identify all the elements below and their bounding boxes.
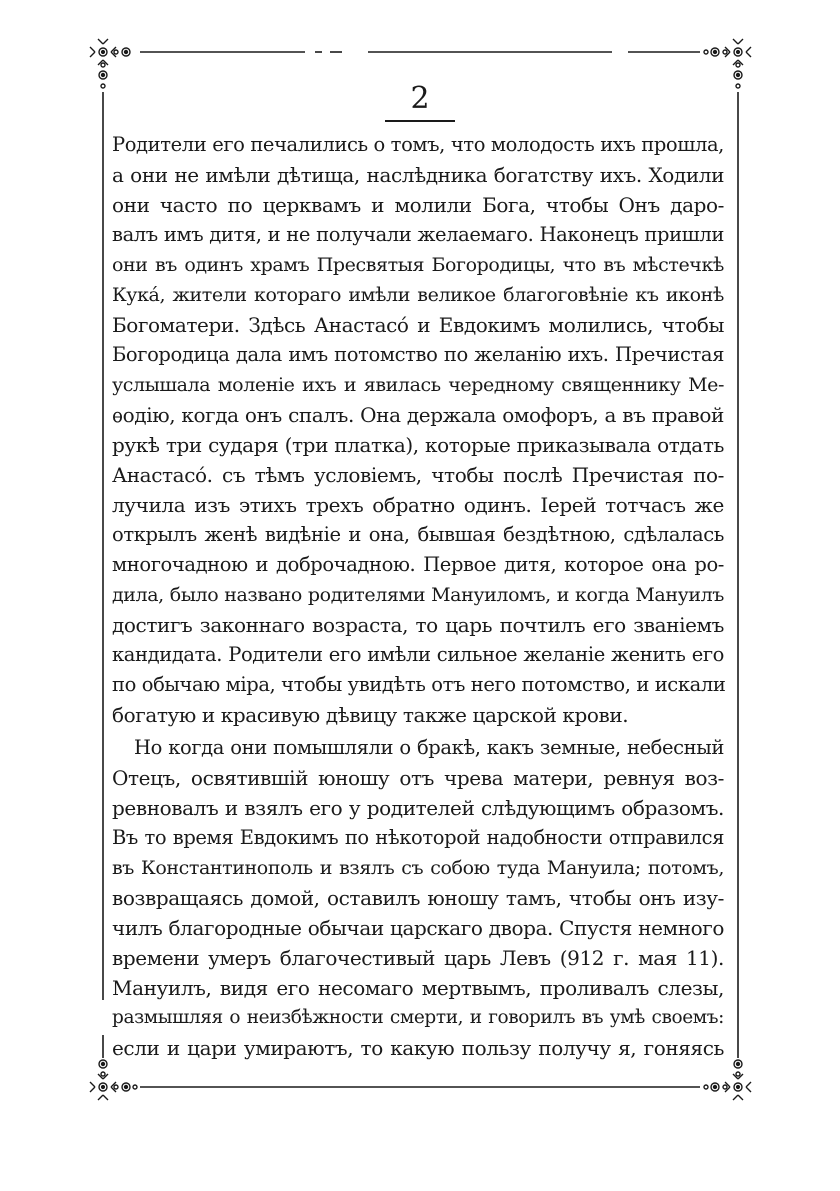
text-line: богатую и красивую дѣвицу также царской крови. — [112, 703, 629, 727]
text-line: рукѣ три сударя (три платка), которые приказывала отдать — [112, 433, 724, 457]
text-line: Въ то время Евдокимъ по нѣкоторой надобности отправился — [112, 826, 724, 849]
text-line: они въ одинъ храмъ Пресвятыя Богородицы, что въ мѣстечкѣ — [112, 254, 724, 276]
text-line: въ Константинополь и взялъ съ собою туда Мануила; потомъ, — [112, 857, 724, 879]
text-line: размышляя о неизбѣжности смерти, и говорилъ въ умѣ своемъ: — [112, 1007, 724, 1028]
page-number-rule — [385, 120, 455, 122]
text-line: ревновалъ и взялъ его у родителей слѣдующимъ образомъ. — [112, 796, 724, 820]
text-line: валъ имъ дитя, и не получали желаемаго. Наконецъ пришли — [112, 223, 724, 246]
text-line: по обычаю міра, чтобы увидѣть отъ него потомство, и искали — [112, 673, 726, 696]
text-line: они часто по церквамъ и молили Бога, чтобы Онъ даро- — [112, 193, 724, 217]
text-line: возвращаясь домой, оставилъ юношу тамъ, чтобы онъ изу- — [112, 886, 724, 910]
text-line: Мануилъ, видя его несомаго мертвымъ, проливалъ слезы, — [112, 976, 724, 1000]
text-line: ѳодію, когда онъ спалъ. Она держала омофоръ, а въ правой — [112, 403, 724, 427]
text-line: кандидата. Родители его имѣли сильное желаніе женить его — [112, 643, 724, 666]
corner-ornament-top-left — [90, 39, 130, 88]
text-line: времени умеръ благочестивый царь Левъ (912 г. мая 11). — [112, 946, 724, 970]
text-line: Анастасо́. съ тѣмъ условіемъ, чтобы послѣ Пречистая по- — [112, 463, 724, 487]
text-line: дила, было названо родителями Мануиломъ, и когда Мануилъ — [112, 584, 724, 606]
text-line: достигъ законнаго возраста, то царь почтилъ его званіемъ — [112, 613, 724, 637]
text-line: услышала моленіе ихъ и явилась чередному священнику Ме- — [112, 374, 724, 396]
text-line: Кука́, жители котораго имѣли великое благоговѣніе къ иконѣ — [112, 284, 724, 306]
corner-ornament-top-right — [704, 39, 751, 88]
text-line: многочадною и доброчадною. Первое дитя, которое она ро- — [112, 553, 724, 576]
page-number: 2 — [410, 81, 430, 116]
text-line: Родители его печалились о томъ, что молодость ихъ прошла, — [112, 133, 724, 156]
corner-ornament-bottom-left — [90, 1060, 137, 1100]
text-line: лучила изъ этихъ трехъ обратно одинъ. Іерей тотчасъ же — [112, 493, 724, 517]
text-line: чилъ благородные обычаи царскаго двора. Спустя немного — [112, 916, 724, 940]
text-line: открылъ женѣ видѣніе и она, бывшая бездѣтною, сдѣлалась — [112, 523, 724, 546]
text-line: если и цари умираютъ, то какую пользу получу я, гоняясь — [112, 1036, 724, 1060]
text-line: Богоматери. Здѣсь Анастасо́ и Евдокимъ молились, чтобы — [112, 313, 724, 337]
text-line: Богородица дала имъ потомство по желанію ихъ. Пречистая — [112, 343, 724, 366]
text-line: Отецъ, освятившій юношу отъ чрева матери, ревнуя воз- — [112, 766, 724, 790]
corner-ornament-bottom-right — [704, 1060, 751, 1100]
text-line: а они не имѣли дѣтища, наслѣдника богатству ихъ. Ходили — [112, 163, 724, 187]
text-line: Но когда они помышляли о бракѣ, какъ земные, небесный — [134, 736, 724, 759]
